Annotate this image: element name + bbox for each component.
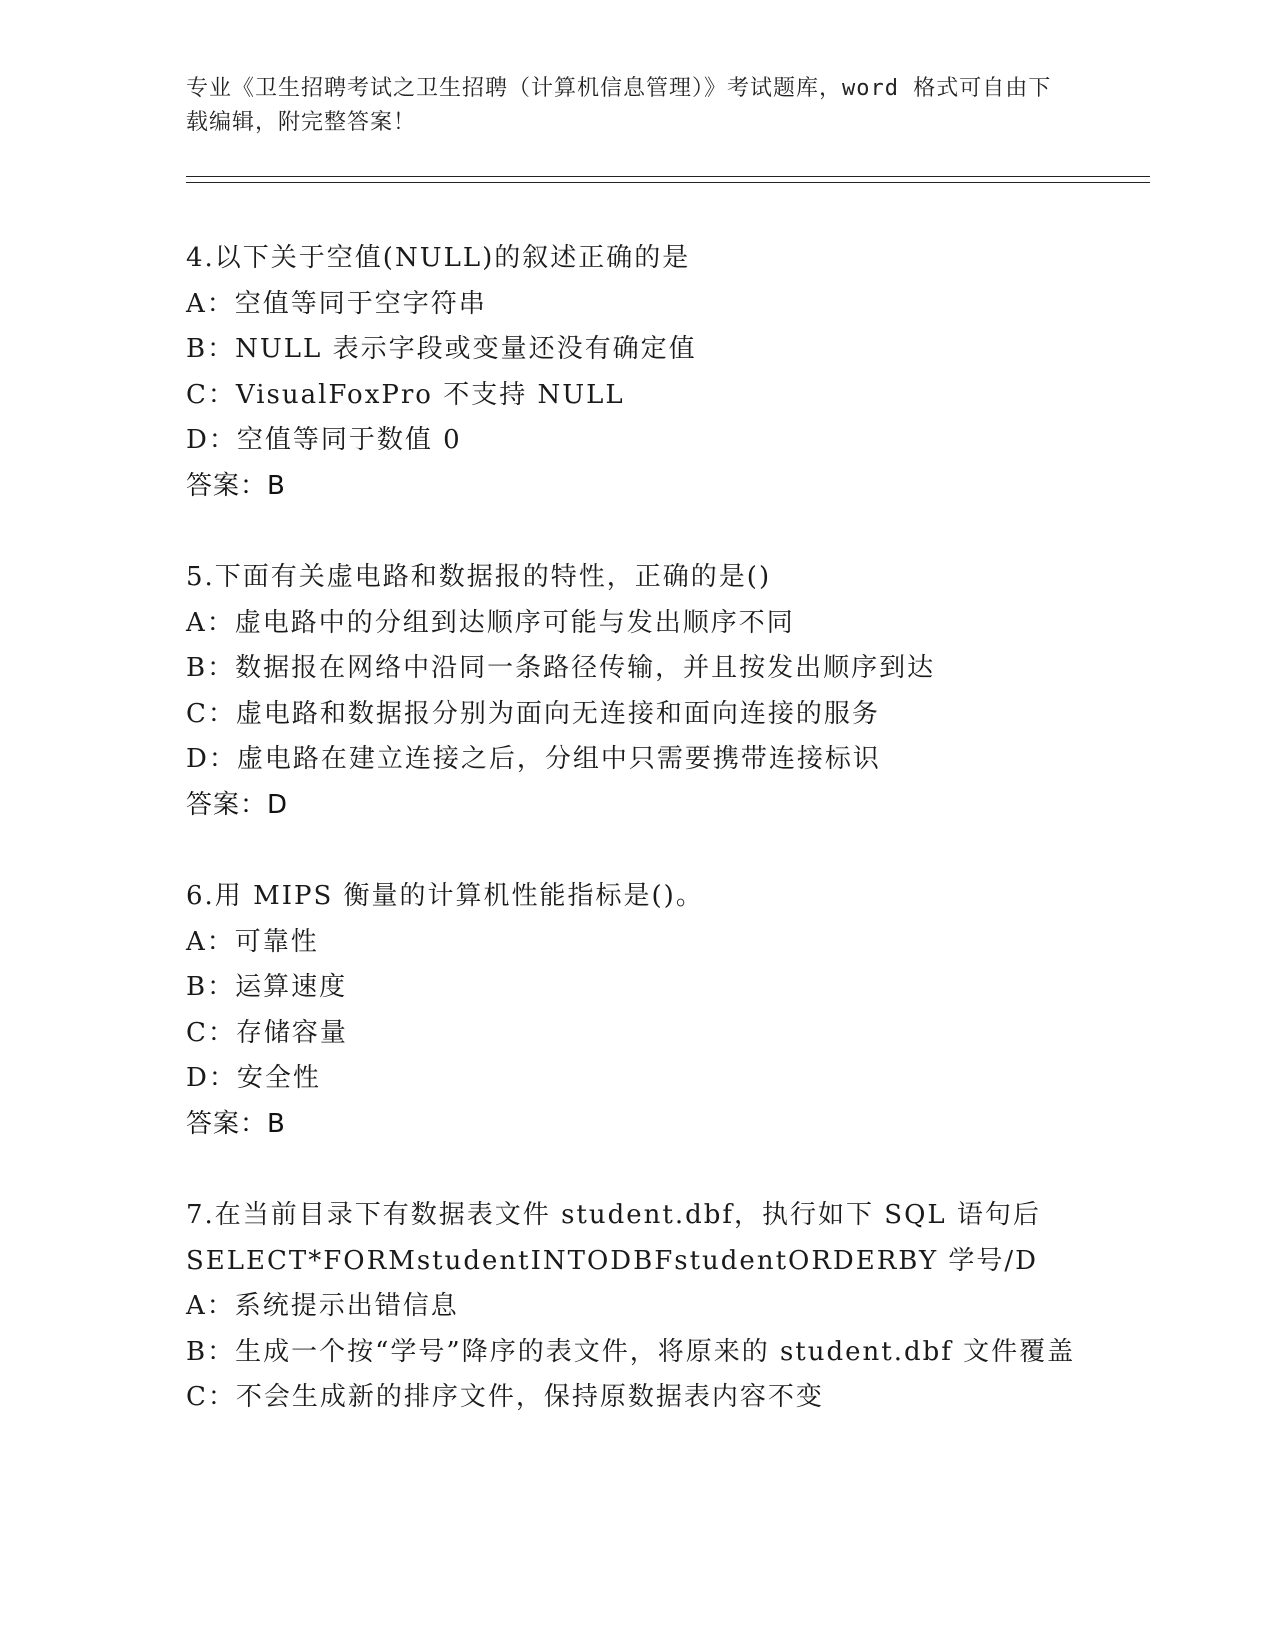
option-d: D：空值等同于数值 0 (186, 425, 462, 455)
option-d: D：安全性 (186, 1063, 321, 1093)
question-item (186, 236, 1086, 509)
answer-line: 答案：B (186, 1108, 286, 1139)
answer-line: 答案：B (186, 470, 286, 501)
question-item (186, 1193, 1086, 1421)
question-item (186, 555, 1086, 828)
option-c: C：虚电路和数据报分别为面向无连接和面向连接的服务 (186, 698, 880, 729)
option-c: C：不会生成新的排序文件，保持原数据表内容不变 (186, 1382, 824, 1412)
option-c: C：存储容量 (186, 1017, 348, 1048)
question-stem: 4.以下关于空值(NULL)的叙述正确的是 (186, 243, 691, 273)
question-item (186, 874, 1086, 1147)
question-stem: 7.在当前目录下有数据表文件 student.dbf，执行如下 SQL 语句后 (186, 1200, 1041, 1230)
answer-line: 答案：D (186, 789, 289, 820)
option-d: D：虚电路在建立连接之后，分组中只需要携带连接标识 (186, 744, 881, 774)
header-divider (186, 176, 1150, 183)
option-a: A：虚电路中的分组到达顺序可能与发出顺序不同 (186, 607, 795, 638)
option-a: A：系统提示出错信息 (186, 1291, 459, 1321)
option-b: B：数据报在网络中沿同一条路径传输，并且按发出顺序到达 (186, 653, 936, 683)
document-header: 专业《卫生招聘考试之卫生招聘（计算机信息管理）》考试题库，word 格式可自由下载编辑，附完整答案！ (186, 76, 1052, 135)
question-stem-sql: SELECT*FORMstudentINTODBFstudentORDERBY 学号/D (186, 1245, 1038, 1276)
option-b: B：运算速度 (186, 972, 348, 1002)
question-stem: 6.用 MIPS 衡量的计算机性能指标是()。 (186, 881, 704, 911)
question-stem: 5.下面有关虚电路和数据报的特性，正确的是() (186, 562, 772, 592)
option-c: C：VisualFoxPro 不支持 NULL (186, 379, 625, 410)
option-a: A：空值等同于空字符串 (186, 288, 487, 319)
question-list (186, 236, 1086, 1467)
option-a: A：可靠性 (186, 926, 319, 957)
option-b: B：NULL 表示字段或变量还没有确定值 (186, 334, 697, 364)
option-b: B：生成一个按“学号”降序的表文件，将原来的 student.dbf 文件覆盖 (186, 1336, 1076, 1367)
